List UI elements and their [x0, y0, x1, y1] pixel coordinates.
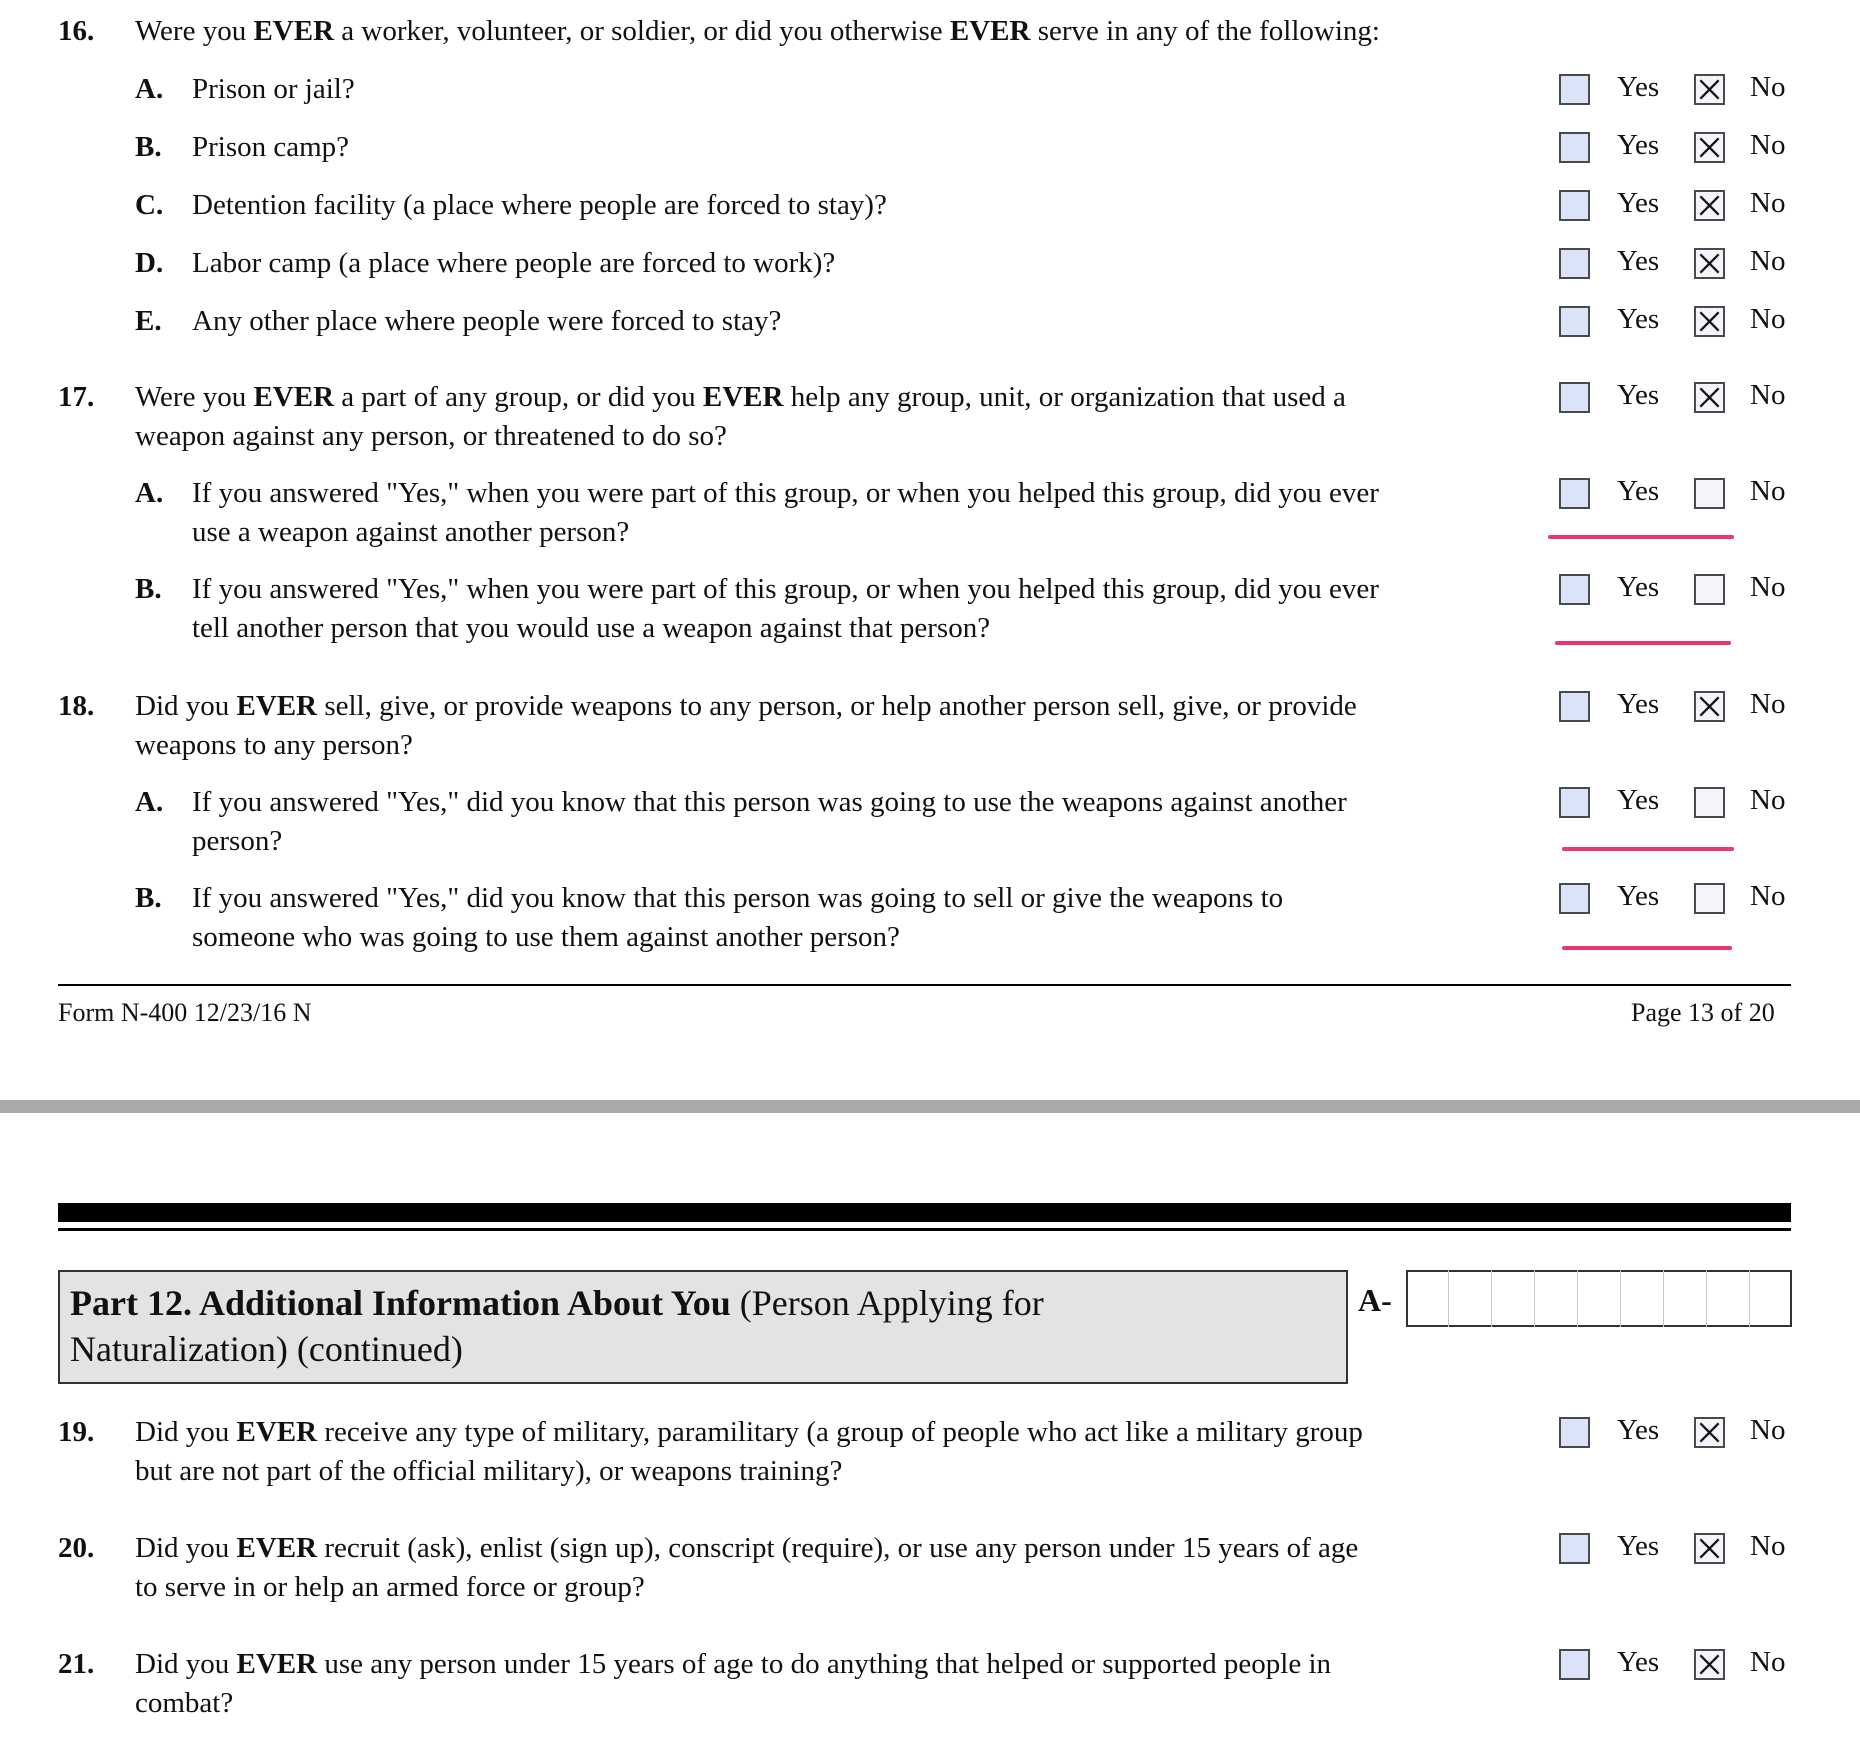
question-number: 17. [58, 381, 95, 413]
item-text: Labor camp (a place where people are forced to work)? [192, 247, 836, 279]
item-letter: E. [135, 305, 162, 337]
item-letter: B. [135, 882, 162, 914]
no-checkbox[interactable] [1694, 74, 1725, 105]
item-text: If you answered "Yes," when you were part of this group, or when you helped this group, did you ever [192, 477, 1379, 509]
form-id: Form N-400 12/23/16 N [58, 998, 312, 1027]
yes-checkbox[interactable] [1559, 691, 1590, 722]
yes-label: Yes [1617, 129, 1660, 161]
question-text: Did you EVER sell, give, or provide weapons to any person, or help another person sell, give, or provide [135, 690, 1357, 722]
item-text: Prison or jail? [192, 73, 355, 105]
item-letter: D. [135, 247, 164, 279]
no-checkbox[interactable] [1694, 248, 1725, 279]
item-text: If you answered "Yes," did you know that this person was going to sell or give the weapons to [192, 882, 1284, 914]
no-label: No [1750, 880, 1786, 912]
no-label: No [1750, 379, 1786, 411]
no-label: No [1750, 571, 1786, 603]
question-number: 19. [58, 1416, 95, 1448]
item-letter: B. [135, 131, 162, 163]
no-label: No [1750, 245, 1786, 277]
question-number: 16. [58, 15, 95, 47]
yes-label: Yes [1617, 379, 1660, 411]
question-number: 21. [58, 1648, 95, 1680]
item-text-line2: someone who was going to use them against another person? [192, 921, 900, 953]
highlight-underline [1562, 946, 1732, 950]
yes-checkbox[interactable] [1559, 132, 1590, 163]
question-text-line2: combat? [135, 1687, 234, 1719]
yes-label: Yes [1617, 1414, 1660, 1446]
no-label: No [1750, 129, 1786, 161]
highlight-underline [1555, 641, 1731, 645]
no-checkbox[interactable] [1694, 1417, 1725, 1448]
no-label: No [1750, 475, 1786, 507]
yes-checkbox[interactable] [1559, 248, 1590, 279]
yes-label: Yes [1617, 187, 1660, 219]
no-label: No [1750, 71, 1786, 103]
no-label: No [1750, 187, 1786, 219]
yes-checkbox[interactable] [1559, 382, 1590, 413]
question-text-line2: but are not part of the official military), or weapons training? [135, 1455, 843, 1487]
no-checkbox[interactable] [1694, 1649, 1725, 1680]
no-label: No [1750, 303, 1786, 335]
yes-checkbox[interactable] [1559, 306, 1590, 337]
yes-checkbox[interactable] [1559, 883, 1590, 914]
yes-checkbox[interactable] [1559, 1417, 1590, 1448]
no-checkbox[interactable] [1694, 691, 1725, 722]
item-letter: C. [135, 189, 164, 221]
item-text: If you answered "Yes," when you were part of this group, or when you helped this group, did you ever [192, 573, 1379, 605]
no-label: No [1750, 784, 1786, 816]
page-number: Page 13 of 20 [1631, 998, 1775, 1027]
item-text: Prison camp? [192, 131, 350, 163]
a-number-label: A- [1358, 1282, 1392, 1318]
yes-checkbox[interactable] [1559, 1649, 1590, 1680]
question-number: 20. [58, 1532, 95, 1564]
yes-label: Yes [1617, 1646, 1660, 1678]
yes-label: Yes [1617, 880, 1660, 912]
yes-checkbox[interactable] [1559, 787, 1590, 818]
no-checkbox[interactable] [1694, 306, 1725, 337]
yes-checkbox[interactable] [1559, 190, 1590, 221]
no-checkbox[interactable] [1694, 883, 1725, 914]
item-text: Detention facility (a place where people are forced to stay)? [192, 189, 887, 221]
no-label: No [1750, 1414, 1786, 1446]
header-thick-rule [58, 1203, 1791, 1222]
yes-label: Yes [1617, 784, 1660, 816]
item-text-line2: use a weapon against another person? [192, 516, 630, 548]
no-checkbox[interactable] [1694, 787, 1725, 818]
no-label: No [1750, 1646, 1786, 1678]
part-title-line1: Part 12. Additional Information About You (Person Applying for [70, 1283, 1044, 1323]
question-text: Did you EVER use any person under 15 years of age to do anything that helped or supported people in [135, 1648, 1332, 1680]
yes-checkbox[interactable] [1559, 1533, 1590, 1564]
page-separator [0, 1100, 1860, 1113]
yes-checkbox[interactable] [1559, 574, 1590, 605]
item-letter: A. [135, 477, 164, 509]
yes-label: Yes [1617, 245, 1660, 277]
question-text-line2: weapon against any person, or threatened to do so? [135, 420, 727, 452]
no-checkbox[interactable] [1694, 1533, 1725, 1564]
item-letter: A. [135, 73, 164, 105]
question-text: Did you EVER receive any type of military, paramilitary (a group of people who act like a military group [135, 1416, 1363, 1448]
yes-label: Yes [1617, 303, 1660, 335]
no-checkbox[interactable] [1694, 190, 1725, 221]
yes-label: Yes [1617, 688, 1660, 720]
yes-checkbox[interactable] [1559, 74, 1590, 105]
header-thin-rule [58, 1228, 1791, 1231]
part-title-line2: Naturalization) (continued) [70, 1329, 463, 1369]
no-checkbox[interactable] [1694, 382, 1725, 413]
highlight-underline [1562, 847, 1734, 851]
no-label: No [1750, 1530, 1786, 1562]
question-number: 18. [58, 690, 95, 722]
yes-checkbox[interactable] [1559, 478, 1590, 509]
no-checkbox[interactable] [1694, 478, 1725, 509]
no-label: No [1750, 688, 1786, 720]
highlight-underline [1548, 535, 1734, 539]
part-12-header [58, 1270, 1348, 1384]
footer-rule [58, 984, 1791, 986]
item-text: If you answered "Yes," did you know that this person was going to use the weapons against another [192, 786, 1347, 818]
yes-label: Yes [1617, 475, 1660, 507]
question-text: Were you EVER a worker, volunteer, or soldier, or did you otherwise EVER serve in any of the following: [135, 15, 1380, 47]
no-checkbox[interactable] [1694, 132, 1725, 163]
no-checkbox[interactable] [1694, 574, 1725, 605]
question-text: Were you EVER a part of any group, or did you EVER help any group, unit, or organization that used a [135, 381, 1346, 413]
question-text-line2: weapons to any person? [135, 729, 413, 761]
question-text: Did you EVER recruit (ask), enlist (sign up), conscript (require), or use any person under 15 years of age [135, 1532, 1359, 1564]
yes-label: Yes [1617, 571, 1660, 603]
yes-label: Yes [1617, 71, 1660, 103]
item-letter: B. [135, 573, 162, 605]
item-text: Any other place where people were forced to stay? [192, 305, 782, 337]
item-text-line2: tell another person that you would use a weapon against that person? [192, 612, 991, 644]
item-letter: A. [135, 786, 164, 818]
yes-label: Yes [1617, 1530, 1660, 1562]
item-text-line2: person? [192, 825, 283, 857]
question-text-line2: to serve in or help an armed force or group? [135, 1571, 645, 1603]
